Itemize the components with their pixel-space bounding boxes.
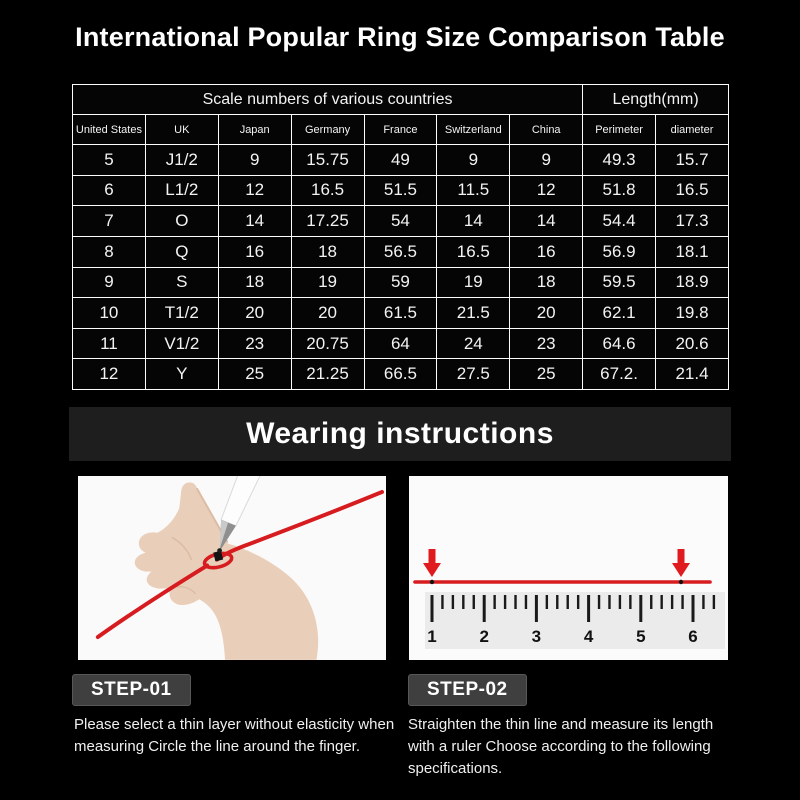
table-cell: 18 <box>218 267 291 298</box>
ruler-number: 1 <box>427 627 437 646</box>
table-cell: 64 <box>364 328 437 359</box>
table-cell: 54.4 <box>583 206 656 237</box>
table-cell: 54 <box>364 206 437 237</box>
column-header-cell: France <box>364 115 437 145</box>
table-cell: S <box>145 267 218 298</box>
table-cell: 12 <box>510 175 583 206</box>
table-cell: 49.3 <box>583 145 656 176</box>
measure-dot-start <box>430 580 434 584</box>
table-cell: 21.25 <box>291 359 364 390</box>
table-cell: 16 <box>218 236 291 267</box>
table-cell: 15.7 <box>656 145 729 176</box>
column-header-cell: Japan <box>218 115 291 145</box>
table-cell: 9 <box>510 145 583 176</box>
table-row <box>73 298 729 329</box>
table-cell: 14 <box>218 206 291 237</box>
table-cell: 16.5 <box>437 236 510 267</box>
ruler-illustration <box>409 476 728 660</box>
column-header-cell: Perimeter <box>583 115 656 145</box>
table-cell: 20 <box>218 298 291 329</box>
measure-dot-end <box>679 580 683 584</box>
group-header-cell: Scale numbers of various countries <box>73 85 583 115</box>
table-cell: 16.5 <box>291 175 364 206</box>
table-cell: 20.75 <box>291 328 364 359</box>
table-cell: 20 <box>291 298 364 329</box>
table-cell: 8 <box>73 236 146 267</box>
table-row <box>73 206 729 237</box>
table-cell: 61.5 <box>364 298 437 329</box>
table-cell: O <box>145 206 218 237</box>
step1-description: Please select a thin layer without elasticity when measuring Circle the line around the finger. <box>74 716 395 755</box>
table-row <box>73 359 729 390</box>
table-cell: 66.5 <box>364 359 437 390</box>
table-row <box>73 145 729 176</box>
table-cell: 6 <box>73 175 146 206</box>
table-cell: 62.1 <box>583 298 656 329</box>
column-header-cell: Switzerland <box>437 115 510 145</box>
table-cell: 20 <box>510 298 583 329</box>
column-header-cell: Germany <box>291 115 364 145</box>
table-cell: 56.9 <box>583 236 656 267</box>
table-cell: 17.25 <box>291 206 364 237</box>
table-cell: 18 <box>510 267 583 298</box>
ruler-number: 4 <box>583 627 594 646</box>
step2-image-ruler <box>409 476 728 660</box>
ruler-number: 6 <box>688 627 698 646</box>
column-header-cell: China <box>510 115 583 145</box>
table-row <box>73 236 729 267</box>
ruler-band <box>425 592 725 649</box>
table-cell: 19 <box>437 267 510 298</box>
table-cell: 9 <box>437 145 510 176</box>
table-cell: 64.6 <box>583 328 656 359</box>
ruler-number: 3 <box>531 627 542 646</box>
table-row <box>73 267 729 298</box>
table-cell: 14 <box>437 206 510 237</box>
table-cell: 15.75 <box>291 145 364 176</box>
table-cell: 21.5 <box>437 298 510 329</box>
table-cell: 11 <box>73 328 146 359</box>
table-cell: 19 <box>291 267 364 298</box>
table-row <box>73 175 729 206</box>
table-cell: 18.9 <box>656 267 729 298</box>
table-row <box>73 328 729 359</box>
table-cell: 67.2. <box>583 359 656 390</box>
table-cell: 17.3 <box>656 206 729 237</box>
table-cell: 51.8 <box>583 175 656 206</box>
table-cell: J1/2 <box>145 145 218 176</box>
column-header-cell: UK <box>145 115 218 145</box>
step2-badge <box>408 674 527 706</box>
step2-badge-label: STEP-02 <box>427 679 508 700</box>
step2-description: Straighten the thin line and measure its length with a ruler Choose according to the following specifications. <box>408 716 714 777</box>
table-cell: 16 <box>510 236 583 267</box>
ring-size-table <box>72 84 729 390</box>
table-cell: V1/2 <box>145 328 218 359</box>
table-cell: 18 <box>291 236 364 267</box>
table-cell: 9 <box>218 145 291 176</box>
table-cell: 7 <box>73 206 146 237</box>
table-cell: 51.5 <box>364 175 437 206</box>
table-cell: 49 <box>364 145 437 176</box>
table-cell: 14 <box>510 206 583 237</box>
table-group-header-row <box>73 85 729 115</box>
table-cell: 12 <box>218 175 291 206</box>
wearing-instructions-heading: Wearing instructions <box>246 417 554 450</box>
table-cell: 12 <box>73 359 146 390</box>
table-cell: T1/2 <box>145 298 218 329</box>
table-cell: 18.1 <box>656 236 729 267</box>
step1-badge-label: STEP-01 <box>91 679 172 700</box>
table-cell: 25 <box>510 359 583 390</box>
table-cell: 59 <box>364 267 437 298</box>
column-header-cell: United States <box>73 115 146 145</box>
table-cell: Q <box>145 236 218 267</box>
hand-thread-illustration <box>78 476 386 660</box>
table-cell: 59.5 <box>583 267 656 298</box>
table-cell: 24 <box>437 328 510 359</box>
table-cell: 23 <box>510 328 583 359</box>
ruler-number: 2 <box>479 627 489 646</box>
table-cell: 10 <box>73 298 146 329</box>
table-cell: 56.5 <box>364 236 437 267</box>
table-cell: 11.5 <box>437 175 510 206</box>
group-header-cell: Length(mm) <box>583 85 729 115</box>
step1-image-hand-thread <box>78 476 386 660</box>
table-cell: 9 <box>73 267 146 298</box>
wearing-instructions-band <box>69 407 731 461</box>
table-cell: 5 <box>73 145 146 176</box>
column-header-cell: diameter <box>656 115 729 145</box>
table-cell: 16.5 <box>656 175 729 206</box>
ruler-number: 5 <box>636 627 646 646</box>
table-cell: 27.5 <box>437 359 510 390</box>
step1-badge <box>72 674 191 706</box>
table-cell: L1/2 <box>145 175 218 206</box>
page-title: International Popular Ring Size Comparison Table <box>75 22 725 52</box>
table-cell: 21.4 <box>656 359 729 390</box>
table-cell: 20.6 <box>656 328 729 359</box>
table-cell: 23 <box>218 328 291 359</box>
table-cell: 25 <box>218 359 291 390</box>
table-cell: 19.8 <box>656 298 729 329</box>
table-head <box>73 85 729 145</box>
table-cell: Y <box>145 359 218 390</box>
table-column-header-row <box>73 115 729 145</box>
table-body <box>73 145 729 390</box>
